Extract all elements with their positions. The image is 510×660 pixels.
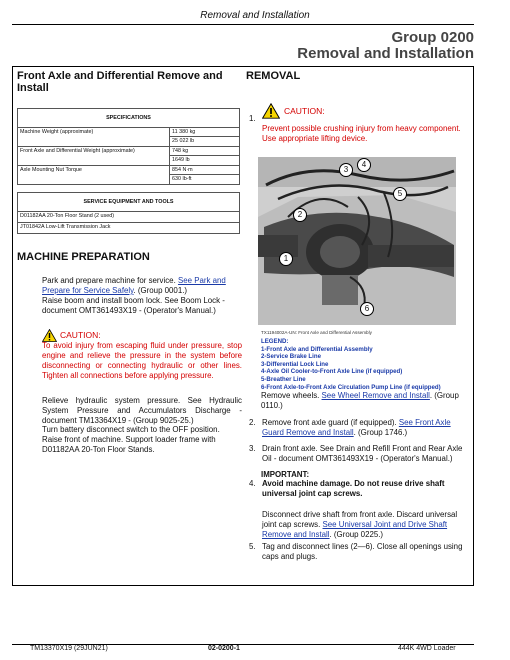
step-4-number: 4. (249, 479, 256, 488)
spec-label: Front Axle and Differential Weight (approximate) (18, 147, 170, 166)
legend (261, 338, 441, 391)
raise-front-paragraph: Raise front of machine. Support loader frame with D01182AA 20-Ton Floor Stands. (42, 435, 216, 454)
legend-item: 1-Front Axle and Differential Assembly (261, 345, 373, 353)
spec-label: Axle Mounting Nut Torque (18, 166, 170, 185)
legend-item: 5-Breather Line (261, 375, 306, 383)
warning-triangle-icon (42, 329, 57, 342)
relieve-pressure-paragraph: Relieve hydraulic system pressure. See Hydraulic System Pressure and Accumulators Discharge - document TM13364X19 - (Group 9025-25.) (42, 396, 242, 425)
machine-preparation-title: MACHINE PREPARATION (17, 251, 150, 263)
spec-value: 748 kg (170, 147, 239, 156)
removal-title: REMOVAL (246, 70, 301, 82)
group-title: Group 0200 (391, 29, 474, 46)
legend-item: 6-Front Axle-to-Front Axle Circulation Pump Line (if equipped) (261, 383, 441, 391)
remove-wheels-paragraph: Remove wheels. See Wheel Remove and Install. (Group 0110.) (261, 391, 459, 410)
axle-guard-link[interactable]: See Front Axle Guard Remove and Install (262, 418, 451, 437)
specifications-heading: SPECIFICATIONS (18, 109, 240, 128)
step-4-text: Avoid machine damage. Do not reuse drive shaft universal joint cap screws. (262, 479, 445, 498)
front-axle-illustration (258, 157, 456, 325)
legend-title: LEGEND: (261, 338, 289, 345)
legend-item: 2-Service Brake Line (261, 353, 321, 361)
warning-triangle-icon (262, 103, 280, 119)
wheel-remove-link[interactable]: See Wheel Remove and Install (321, 391, 430, 400)
disconnect-paragraph: Disconnect drive shaft from front axle. Discard universal joint cap screws. See Universal Joint and Drive Shaft Remove and Install. (Group 0225.) (262, 510, 458, 539)
section-title: Removal and Installation (297, 45, 474, 62)
step-3-number: 3. (249, 444, 256, 453)
axle-photo (258, 157, 456, 325)
spec-value: 630 lb-ft (172, 176, 192, 182)
callout-3: 3 (339, 163, 353, 177)
park-prepare-link[interactable]: See Park and Prepare for Service Safely (42, 276, 226, 295)
tools-table (17, 192, 240, 234)
legend-item: 4-Axle Oil Cooler-to-Front Axle Line (if equipped) (261, 368, 403, 376)
step-5-number: 5. (249, 542, 256, 551)
procedure-title: Front Axle and Differential Remove and Install (17, 70, 223, 94)
universal-joint-link[interactable]: See Universal Joint and Drive Shaft Remove and Install (262, 520, 448, 539)
step-2-number: 2. (249, 418, 256, 427)
battery-paragraph: Turn battery disconnect switch to the OFF position. (42, 425, 220, 434)
removal-caution-text: Prevent possible crushing injury from heavy component. Use appropriate lifting device. (262, 124, 461, 143)
callout-2: 2 (293, 208, 307, 222)
tool-row: JT01842A Low-Lift Transmission Jack (18, 223, 240, 234)
callout-6: 6 (360, 302, 374, 316)
legend-item: 3-Differential Lock Line (261, 360, 329, 368)
running-title: Removal and Installation (200, 10, 310, 21)
callout-4: 4 (357, 158, 371, 172)
step-2-text: Remove front axle guard (if equipped). See Front Axle Guard Remove and Install. (Group 1746.) (262, 418, 451, 437)
removal-caution-heading: CAUTION: (262, 103, 325, 119)
footer-model: 444K 4WD Loader (398, 645, 456, 652)
spec-value: 25 022 lb (172, 138, 195, 144)
figure-caption: TX1194002A-UN: Front Axle and Differential Assembly (261, 330, 372, 335)
step-5-text: Tag and disconnect lines (2—6). Close all openings using caps and plugs. (262, 542, 463, 561)
spec-value: 1649 lb (172, 157, 190, 163)
spec-label: Machine Weight (approximate) (18, 128, 170, 147)
spec-value: 11 380 kg (170, 128, 239, 137)
boom-lock-paragraph: Raise boom and install boom lock. See Boom Lock - document OMT361493X19 - (Operator's Manual.) (42, 296, 225, 315)
caution-text: To avoid injury from escaping fluid under pressure, stop engine and relieve the pressure in the system before disconnecting or connecting hydraulic or other lines. Tighten all connections before applying pressure. (42, 341, 242, 380)
tool-row: D01182AA 20-Ton Floor Stand (2 used) (18, 212, 240, 223)
tools-heading: SERVICE EQUIPMENT AND TOOLS (18, 193, 240, 212)
header-rule (12, 24, 474, 25)
step-3-text: Drain front axle. See Drain and Refill Front and Rear Axle Oil - document OMT361493X19 - (Operator's Manual.) (262, 444, 463, 463)
caution-heading: CAUTION: (42, 328, 242, 342)
specifications-table (17, 108, 240, 185)
important-label: IMPORTANT: (261, 470, 310, 479)
prep-paragraph: Park and prepare machine for service. See Park and Prepare for Service Safely. (Group 0001.) (42, 276, 226, 295)
footer-page-number: 02-0200-1 (208, 645, 240, 652)
step-1-number: 1. (249, 114, 256, 123)
callout-1: 1 (279, 252, 293, 266)
spec-value: 854 N·m (170, 166, 239, 175)
callout-5: 5 (393, 187, 407, 201)
footer-doc-id: TM13370X19 (29JUN21) (30, 645, 108, 652)
